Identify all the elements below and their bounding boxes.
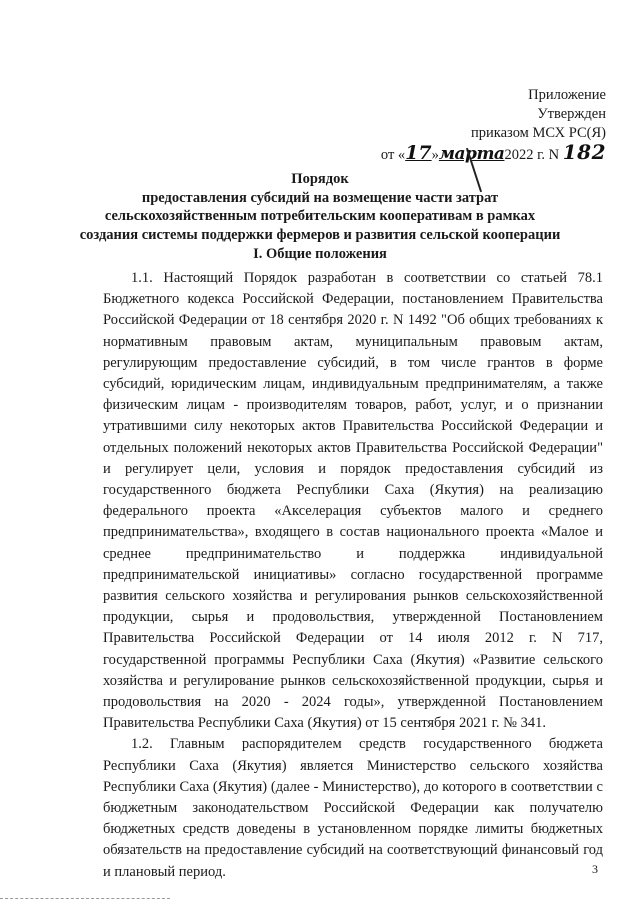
handwritten-month: марта [438,144,505,164]
section-heading: I. Общие положения [253,246,387,262]
page-number: 3 [592,862,598,876]
title-line-3: сельскохозяйственным потребительским кооперативам в рамках [104,208,536,224]
approved-label: Утвержден [537,106,606,122]
handwritten-order-number: 182 [562,140,606,164]
title-line-1: Порядок [291,171,349,187]
scan-edge-line [0,898,170,899]
appendix-label: Приложение [528,87,606,103]
order-label: приказом МСХ РС(Я) [471,125,606,141]
date-separator: » [431,147,439,163]
paragraph-1-1: 1.1. Настоящий Порядок разработан в соответствии со статьей 78.1 Бюджетного кодекса Российской Федерации, постановлением Правительства Российской Федерации от 18 сентября 2020 г. N 1492 "Об общих требованиях к нормативным правовым актам, муниципальным правовым актам, регулирующим предоставление субсидий, в том числе грантов в форме субсидий, юридическим лицам, индивидуальным предпринимателям, а также физическим лицам - производителям товаров, работ, услуг, и о признании утратившими силу некоторых актов Правительства Российской Федерации и отдельных положений некоторых актов Правительства Российской Федерации" и регулирует цели, условия и порядок предоставления субсидий из государственного бюджета Республики Саха (Якутия) на реализацию федерального проекта «Акселерация субъектов малого и среднего предпринимательства», входящего в состав национального проекта «Малое и среднее предпринимательство и поддержка индивидуальной предпринимательской инициативы» согласно государственной программе развития сельского хозяйства и регулирования рынков сельскохозяйственной продукции, сырья и продовольствия, утвержденной Постановлением Правительства Российской Федерации от 14 июля 2012 г. N 717, государственной программы Республики Саха (Якутия) «Развитие сельского хозяйства и регулирование рынков сельскохозяйственной продукции, сырья и продовольствия на 2020 - 2024 годы», утвержденной Постановлением Правительства Республики Саха (Якутия) от 15 сентября 2021 г. № 341. [103,270,603,732]
order-date-line [380,140,606,165]
document-title [0,170,640,244]
date-prefix: от « [380,147,406,163]
title-line-2: предоставления субсидий на возмещение части затрат [141,189,499,206]
approval-stamp-block [381,86,606,165]
document-body [103,268,603,883]
title-line-4: создания системы поддержки фермеров и развития сельской кооперации [79,226,561,243]
paragraph-1-2: 1.2. Главным распорядителем средств государственного бюджета Республики Саха (Якутия) является Министерство сельского хозяйства Республики Саха (Якутия) (далее - Министерство), до которого в соответствии с бюджетным законодательством Российской Федерации как получателю бюджетных средств доведены в установленном порядке лимиты бюджетных обязательств на предоставление субсидий на соответствующий финансовый год и плановый период. [103,736,603,880]
year-text: 2022 г. N [504,147,560,163]
handwritten-day: 17 [405,142,432,164]
